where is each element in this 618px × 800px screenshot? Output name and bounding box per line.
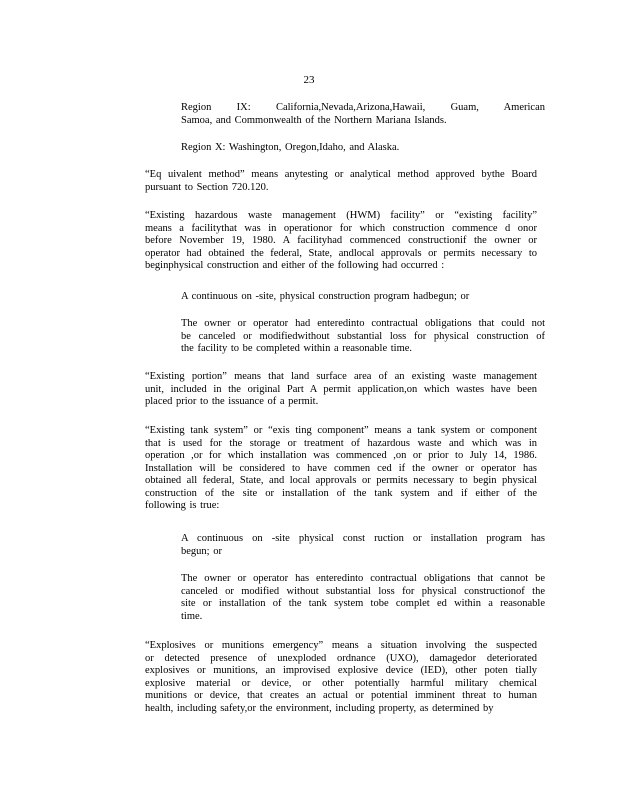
paragraph <box>145 210 537 273</box>
text-line: unit, included in the original Part A permit application,on which wastes have been <box>145 383 537 395</box>
text-line: The owner or operator has enteredinto contractual obligations that cannot be <box>181 573 545 584</box>
text-line: be canceled or modifiedwithout substantial loss for physical construction of <box>181 330 545 342</box>
paragraph <box>181 142 545 155</box>
paragraph <box>145 640 537 715</box>
text-line: the facility to be completed within a reasonable time. <box>181 343 413 354</box>
text-line: site or installation of the tank system tobe complet ed within a reasonable <box>181 598 545 609</box>
text-line: construction of the site or installation of the tank system and if either of the <box>145 487 537 499</box>
text-line: “Existing tank system” or “exis ting component” means a tank system or component <box>145 425 537 436</box>
text-line: “Eq uivalent method” means anytesting or analytical method approved bythe Board <box>145 169 537 180</box>
text-line: following is true: <box>145 500 220 511</box>
paragraph <box>181 573 545 623</box>
text-line: explosives or munitions, an improvised explosive device (IED), other poten tially <box>145 665 537 676</box>
text-line: A continuous on -site physical const ruction or installation program has <box>181 533 545 544</box>
text-line: or detected presence of unexploded ordnance (UXO), damagedor deteriorated <box>145 652 537 664</box>
text-line: “Existing portion” means that land surface area of an existing waste management <box>145 371 537 382</box>
text-line: The owner or operator had enteredinto contractual obligations that could not <box>181 318 545 329</box>
paragraph <box>145 169 537 194</box>
text-line: before November 19, 1980. A facilityhad commenced constructionif the owner or <box>145 235 537 246</box>
text-line: explosive material or device, or other potentially harmful military chemical <box>145 677 537 689</box>
text-line: “Explosives or munitions emergency” means a situation involving the suspected <box>145 640 537 651</box>
text-line: Region X: Washington, Oregon,Idaho, and Alaska. <box>181 142 400 153</box>
text-line: means a facilitythat was in operationor for which construction commence d onor <box>145 222 537 234</box>
text-line: Region IX: California,Nevada,Arizona,Hawaii, Guam, American <box>181 102 545 113</box>
text-line: “Existing hazardous waste management (HWM) facility” or “existing facility” <box>145 210 537 221</box>
text-line: obtained all federal, State, and local approvals or permits necessary to begin physical <box>145 475 537 486</box>
paragraph <box>145 371 537 409</box>
paragraph <box>181 533 545 558</box>
text-line: Samoa, and Commonwealth of the Northern Mariana Islands. <box>181 114 447 126</box>
text-line: operation ,or for which installation was commenced ,on or prior to July 14, 1986. <box>145 450 537 461</box>
paragraph <box>145 425 537 513</box>
text-line: A continuous on -site, physical construction program hadbegun; or <box>181 291 470 302</box>
paragraph <box>181 291 545 304</box>
text-line: placed prior to the issuance of a permit. <box>145 396 319 407</box>
paragraph <box>181 102 545 127</box>
text-line: munitions or device, that creates an actual or potential imminent threat to human <box>145 690 537 701</box>
text-line: begun; or <box>181 545 222 557</box>
page-number: 23 <box>303 74 315 86</box>
text-line: time. <box>181 610 203 622</box>
paragraph <box>181 318 545 356</box>
text-line: that is used for the storage or treatment of hazardous waste and which was in <box>145 437 537 449</box>
text-line: canceled or modified without substantial loss for physical constructionof the <box>181 585 545 597</box>
text-line: operator had obtained the federal, State, andlocal approvals or permits necessary to <box>145 247 537 259</box>
text-line: health, including safety,or the environment, including property, as determined by <box>145 702 494 714</box>
text-line: Installation will be considered to have commen ced if the owner or operator has <box>145 462 537 474</box>
text-line: pursuant to Section 720.120. <box>145 181 269 193</box>
text-line: beginphysical construction and either of the following had occurred : <box>145 260 445 271</box>
